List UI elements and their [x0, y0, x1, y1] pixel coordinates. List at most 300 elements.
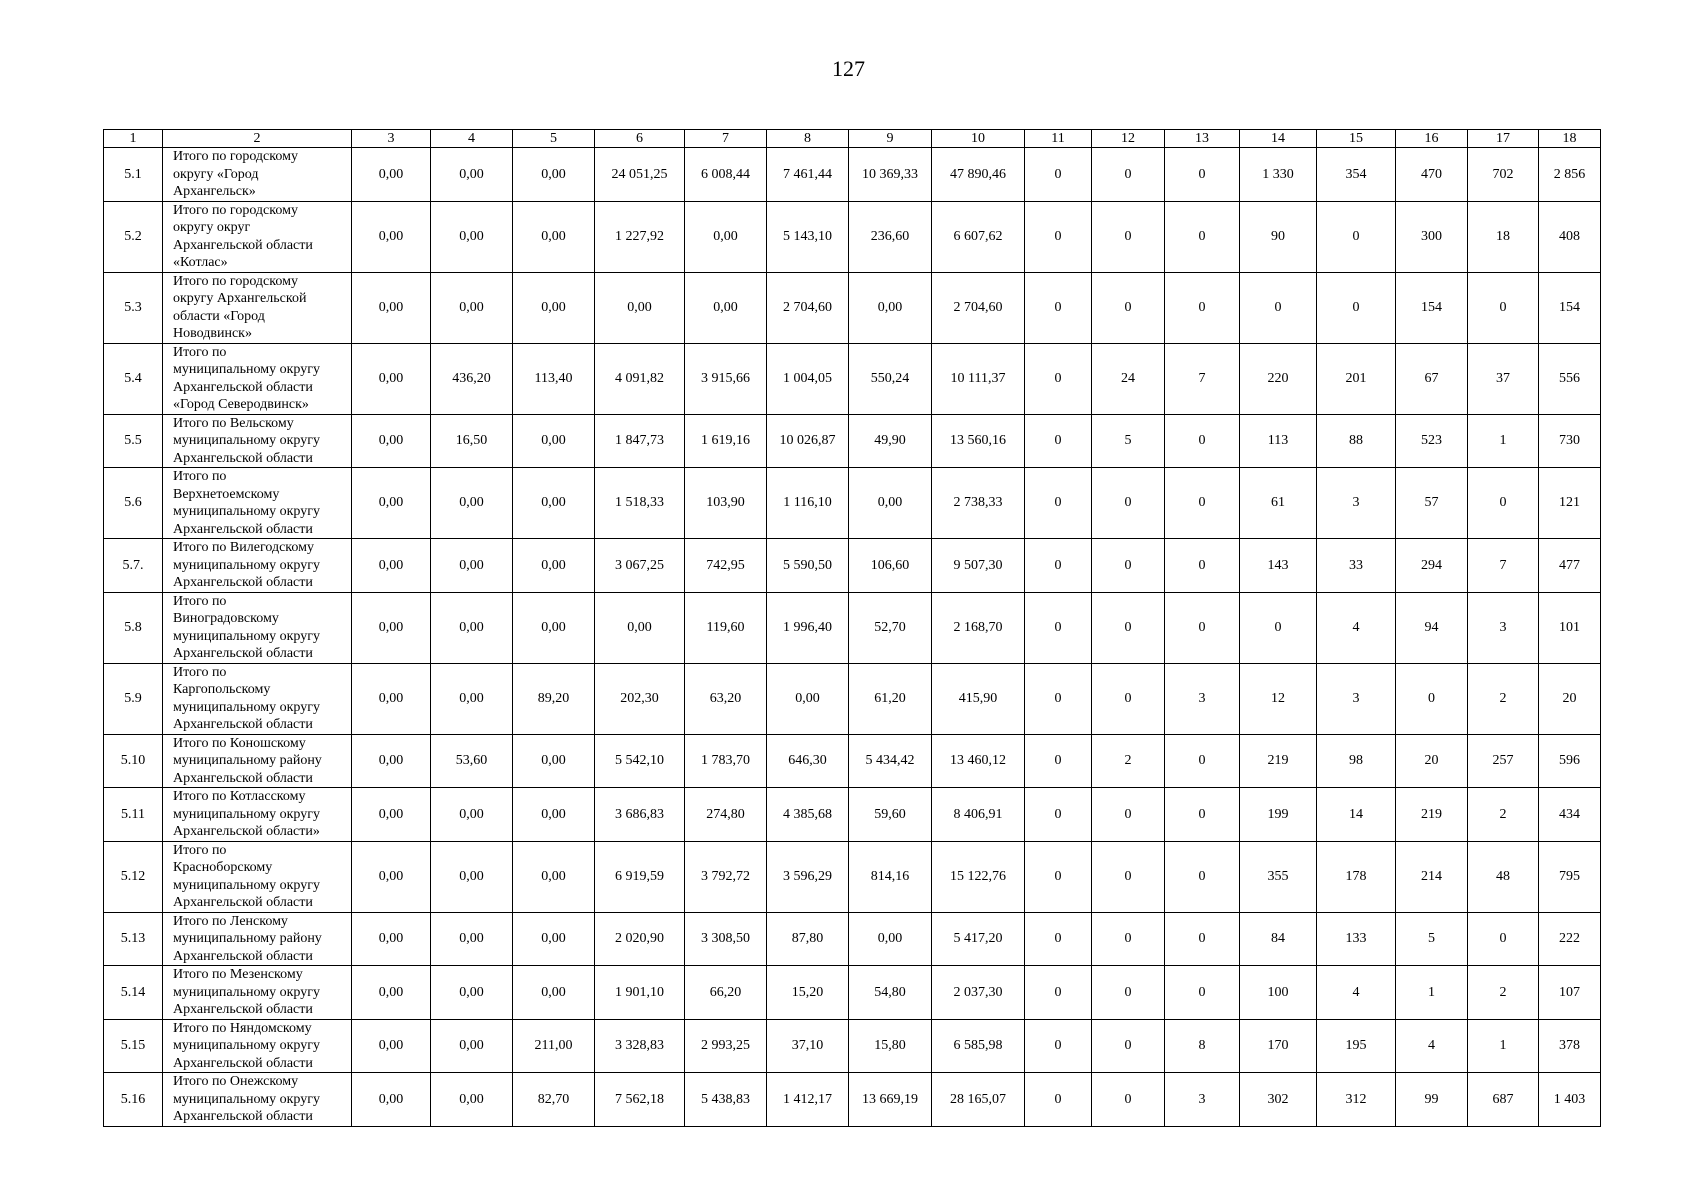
cell-value: 13 460,12 [932, 734, 1025, 788]
cell-value: 0 [1165, 201, 1240, 272]
cell-value: 0 [1092, 201, 1165, 272]
row-name-line: муниципальному району [173, 931, 322, 946]
cell-value: 101 [1539, 592, 1601, 663]
cell-value: 0 [1165, 414, 1240, 468]
cell-value: 702 [1468, 148, 1539, 202]
row-name-line: Верхнетоемскому [173, 486, 280, 502]
row-name [163, 414, 352, 468]
cell-value: 0 [1240, 272, 1317, 343]
cell-value: 107 [1539, 966, 1601, 1020]
column-header: 15 [1317, 130, 1396, 148]
cell-value: 0,00 [513, 272, 595, 343]
row-name-line: Итого по [173, 344, 227, 360]
row-number: 5.11 [104, 788, 163, 842]
table-row [104, 966, 1601, 1020]
cell-value: 0 [1468, 912, 1539, 966]
row-number: 5.9 [104, 663, 163, 734]
table-row [104, 343, 1601, 414]
cell-value: 0 [1396, 663, 1468, 734]
cell-value: 687 [1468, 1073, 1539, 1127]
table-row [104, 414, 1601, 468]
cell-value: 106,60 [849, 539, 932, 593]
cell-value: 1 901,10 [595, 966, 685, 1020]
cell-value: 33 [1317, 539, 1396, 593]
column-header: 13 [1165, 130, 1240, 148]
cell-value: 0,00 [685, 201, 767, 272]
row-name-line: Итого по Онежскому [173, 1074, 299, 1089]
row-name [163, 1019, 352, 1073]
cell-value: 100 [1240, 966, 1317, 1020]
cell-value: 236,60 [849, 201, 932, 272]
row-name [163, 592, 352, 663]
cell-value: 0,00 [431, 841, 513, 912]
table-row [104, 468, 1601, 539]
cell-value: 294 [1396, 539, 1468, 593]
cell-value: 94 [1396, 592, 1468, 663]
cell-value: 113,40 [513, 343, 595, 414]
column-header: 7 [685, 130, 767, 148]
cell-value: 0,00 [513, 201, 595, 272]
cell-value: 0,00 [513, 841, 595, 912]
cell-value: 6 919,59 [595, 841, 685, 912]
cell-value: 3 792,72 [685, 841, 767, 912]
row-name-line: муниципальному округу [173, 504, 320, 519]
cell-value: 556 [1539, 343, 1601, 414]
table-row [104, 201, 1601, 272]
row-name-line: Виноградовскому [173, 611, 279, 626]
row-name-line: Итого по [173, 469, 227, 484]
cell-value: 0,00 [352, 734, 431, 788]
cell-value: 0,00 [685, 272, 767, 343]
cell-value: 6 008,44 [685, 148, 767, 202]
table-row [104, 1019, 1601, 1073]
cell-value: 202,30 [595, 663, 685, 734]
cell-value: 7 562,18 [595, 1073, 685, 1127]
cell-value: 178 [1317, 841, 1396, 912]
cell-value: 0,00 [513, 788, 595, 842]
row-number: 5.10 [104, 734, 163, 788]
cell-value: 2 [1468, 663, 1539, 734]
row-name-line: Архангельской области [173, 237, 313, 253]
cell-value: 0 [1025, 201, 1092, 272]
row-name-line: округу «Город [173, 166, 259, 182]
cell-value: 154 [1539, 272, 1601, 343]
cell-value: 0 [1240, 592, 1317, 663]
cell-value: 214 [1396, 841, 1468, 912]
cell-value: 0,00 [352, 912, 431, 966]
cell-value: 0 [1092, 912, 1165, 966]
row-name-line: муниципальному округу [173, 806, 320, 822]
cell-value: 15,80 [849, 1019, 932, 1073]
cell-value: 4 091,82 [595, 343, 685, 414]
cell-value: 0,00 [431, 148, 513, 202]
cell-value: 434 [1539, 788, 1601, 842]
cell-value: 2 704,60 [767, 272, 849, 343]
cell-value: 0,00 [431, 1073, 513, 1127]
cell-value: 0 [1025, 912, 1092, 966]
row-name-line: Итого по Мезенскому [173, 967, 303, 982]
row-name [163, 468, 352, 539]
row-number: 5.2 [104, 201, 163, 272]
cell-value: 2 [1092, 734, 1165, 788]
cell-value: 3 686,83 [595, 788, 685, 842]
cell-value: 0,00 [849, 912, 932, 966]
cell-value: 3 596,29 [767, 841, 849, 912]
cell-value: 0,00 [595, 272, 685, 343]
cell-value: 0 [1165, 592, 1240, 663]
cell-value: 0,00 [431, 912, 513, 966]
row-number: 5.15 [104, 1019, 163, 1073]
row-name [163, 201, 352, 272]
cell-value: 2 856 [1539, 148, 1601, 202]
cell-value: 13 669,19 [849, 1073, 932, 1127]
cell-value: 57 [1396, 468, 1468, 539]
cell-value: 0 [1092, 272, 1165, 343]
cell-value: 2 037,30 [932, 966, 1025, 1020]
cell-value: 0 [1165, 734, 1240, 788]
row-number: 5.12 [104, 841, 163, 912]
cell-value: 1 004,05 [767, 343, 849, 414]
cell-value: 0,00 [513, 468, 595, 539]
cell-value: 5 590,50 [767, 539, 849, 593]
row-number: 5.4 [104, 343, 163, 414]
row-name-line: Итого по [173, 593, 227, 609]
cell-value: 3 915,66 [685, 343, 767, 414]
column-header: 1 [104, 130, 163, 148]
row-number: 5.13 [104, 912, 163, 966]
cell-value: 61 [1240, 468, 1317, 539]
row-name-line: «Котлас» [173, 255, 228, 270]
cell-value: 0,00 [352, 201, 431, 272]
cell-value: 222 [1539, 912, 1601, 966]
row-name [163, 966, 352, 1020]
table-row [104, 1073, 1601, 1127]
cell-value: 10 369,33 [849, 148, 932, 202]
row-name-line: муниципальному округу [173, 362, 320, 377]
cell-value: 302 [1240, 1073, 1317, 1127]
cell-value: 199 [1240, 788, 1317, 842]
cell-value: 0,00 [352, 148, 431, 202]
row-number: 5.7. [104, 539, 163, 593]
cell-value: 24 [1092, 343, 1165, 414]
cell-value: 3 328,83 [595, 1019, 685, 1073]
cell-value: 103,90 [685, 468, 767, 539]
table-row [104, 912, 1601, 966]
cell-value: 18 [1468, 201, 1539, 272]
row-name-line: Архангельской области [173, 1109, 313, 1124]
cell-value: 0 [1025, 414, 1092, 468]
cell-value: 0 [1092, 148, 1165, 202]
row-name [163, 788, 352, 842]
cell-value: 0,00 [352, 272, 431, 343]
row-name-line: Каргопольскому [173, 682, 271, 697]
cell-value: 0 [1092, 1073, 1165, 1127]
row-name-line: муниципальному округу [173, 699, 320, 715]
row-name-line: муниципальному району [173, 753, 322, 768]
cell-value: 4 [1396, 1019, 1468, 1073]
cell-value: 154 [1396, 272, 1468, 343]
cell-value: 88 [1317, 414, 1396, 468]
cell-value: 1 227,92 [595, 201, 685, 272]
cell-value: 274,80 [685, 788, 767, 842]
cell-value: 20 [1539, 663, 1601, 734]
row-name-line: Архангельской области [173, 450, 313, 466]
cell-value: 0 [1468, 468, 1539, 539]
row-name-line: Итого по городскому [173, 202, 298, 218]
row-name-line: муниципальному округу [173, 1091, 320, 1107]
cell-value: 0,00 [352, 966, 431, 1020]
column-header: 8 [767, 130, 849, 148]
cell-value: 3 [1165, 1073, 1240, 1127]
cell-value: 54,80 [849, 966, 932, 1020]
row-name-line: Итого по Вилегодскому [173, 540, 314, 555]
cell-value: 0 [1025, 468, 1092, 539]
cell-value: 0 [1165, 539, 1240, 593]
cell-value: 3 308,50 [685, 912, 767, 966]
cell-value: 1 403 [1539, 1073, 1601, 1127]
cell-value: 1 [1468, 1019, 1539, 1073]
data-table [103, 129, 1601, 1127]
column-header: 6 [595, 130, 685, 148]
cell-value: 814,16 [849, 841, 932, 912]
row-name-line: Архангельской области [173, 379, 313, 395]
row-number: 5.1 [104, 148, 163, 202]
cell-value: 0 [1092, 841, 1165, 912]
cell-value: 133 [1317, 912, 1396, 966]
cell-value: 477 [1539, 539, 1601, 593]
cell-value: 0 [1025, 592, 1092, 663]
cell-value: 0,00 [595, 592, 685, 663]
cell-value: 0,00 [352, 468, 431, 539]
cell-value: 5 [1092, 414, 1165, 468]
cell-value: 66,20 [685, 966, 767, 1020]
row-name-line: Новодвинск» [173, 326, 252, 341]
row-name-line: муниципальному округу [173, 877, 320, 893]
cell-value: 9 507,30 [932, 539, 1025, 593]
cell-value: 24 051,25 [595, 148, 685, 202]
cell-value: 0 [1468, 272, 1539, 343]
row-name [163, 663, 352, 734]
cell-value: 0 [1165, 912, 1240, 966]
cell-value: 0 [1025, 966, 1092, 1020]
row-name-line: Архангельской области [173, 1002, 313, 1017]
row-number: 5.8 [104, 592, 163, 663]
table-row [104, 734, 1601, 788]
row-name [163, 912, 352, 966]
row-name-line: Архангельской области [173, 717, 313, 732]
cell-value: 0 [1317, 272, 1396, 343]
cell-value: 195 [1317, 1019, 1396, 1073]
cell-value: 0 [1092, 966, 1165, 1020]
cell-value: 0,00 [352, 1073, 431, 1127]
cell-value: 119,60 [685, 592, 767, 663]
cell-value: 4 385,68 [767, 788, 849, 842]
cell-value: 12 [1240, 663, 1317, 734]
cell-value: 219 [1240, 734, 1317, 788]
row-name-line: муниципальному округу [173, 1038, 320, 1053]
cell-value: 0,00 [431, 592, 513, 663]
cell-value: 646,30 [767, 734, 849, 788]
cell-value: 7 461,44 [767, 148, 849, 202]
cell-value: 48 [1468, 841, 1539, 912]
cell-value: 0 [1165, 788, 1240, 842]
table-body [104, 148, 1601, 1127]
row-name-line: Итого по Вельскому [173, 415, 294, 431]
cell-value: 0,00 [431, 272, 513, 343]
cell-value: 59,60 [849, 788, 932, 842]
cell-value: 1 847,73 [595, 414, 685, 468]
cell-value: 13 560,16 [932, 414, 1025, 468]
cell-value: 37,10 [767, 1019, 849, 1073]
cell-value: 354 [1317, 148, 1396, 202]
cell-value: 2 168,70 [932, 592, 1025, 663]
cell-value: 523 [1396, 414, 1468, 468]
column-header: 9 [849, 130, 932, 148]
row-name-line: Архангельск» [173, 184, 256, 199]
cell-value: 0 [1092, 468, 1165, 539]
cell-value: 0,00 [513, 734, 595, 788]
cell-value: 14 [1317, 788, 1396, 842]
cell-value: 0 [1092, 663, 1165, 734]
cell-value: 0 [1165, 272, 1240, 343]
cell-value: 8 406,91 [932, 788, 1025, 842]
cell-value: 1 412,17 [767, 1073, 849, 1127]
row-number: 5.6 [104, 468, 163, 539]
cell-value: 82,70 [513, 1073, 595, 1127]
cell-value: 0,00 [352, 1019, 431, 1073]
cell-value: 795 [1539, 841, 1601, 912]
cell-value: 0 [1165, 841, 1240, 912]
row-name-line: муниципальному округу [173, 433, 320, 448]
cell-value: 5 [1396, 912, 1468, 966]
column-header: 10 [932, 130, 1025, 148]
cell-value: 2 [1468, 788, 1539, 842]
cell-value: 0,00 [352, 663, 431, 734]
cell-value: 0,00 [431, 966, 513, 1020]
cell-value: 1 116,10 [767, 468, 849, 539]
row-name-line: Итого по Няндомскому [173, 1020, 312, 1036]
cell-value: 0 [1092, 788, 1165, 842]
column-header: 16 [1396, 130, 1468, 148]
cell-value: 143 [1240, 539, 1317, 593]
cell-value: 312 [1317, 1073, 1396, 1127]
cell-value: 53,60 [431, 734, 513, 788]
row-number: 5.5 [104, 414, 163, 468]
cell-value: 0 [1025, 663, 1092, 734]
row-name-line: Архангельской области [173, 521, 313, 537]
cell-value: 1 [1396, 966, 1468, 1020]
cell-value: 0,00 [352, 841, 431, 912]
cell-value: 2 993,25 [685, 1019, 767, 1073]
cell-value: 5 542,10 [595, 734, 685, 788]
cell-value: 0 [1092, 592, 1165, 663]
cell-value: 7 [1468, 539, 1539, 593]
row-name [163, 539, 352, 593]
row-name-line: Архангельской области [173, 646, 313, 661]
table-row [104, 841, 1601, 912]
cell-value: 0,00 [513, 414, 595, 468]
row-name [163, 734, 352, 788]
cell-value: 378 [1539, 1019, 1601, 1073]
row-name-line: Красноборскому [173, 860, 273, 875]
cell-value: 98 [1317, 734, 1396, 788]
cell-value: 4 [1317, 592, 1396, 663]
cell-value: 0 [1317, 201, 1396, 272]
cell-value: 84 [1240, 912, 1317, 966]
cell-value: 0,00 [431, 539, 513, 593]
cell-value: 220 [1240, 343, 1317, 414]
cell-value: 5 438,83 [685, 1073, 767, 1127]
cell-value: 3 [1165, 663, 1240, 734]
column-header: 18 [1539, 130, 1601, 148]
cell-value: 0 [1025, 148, 1092, 202]
cell-value: 201 [1317, 343, 1396, 414]
row-name-line: муниципальному округу [173, 628, 320, 644]
cell-value: 436,20 [431, 343, 513, 414]
cell-value: 0,00 [849, 272, 932, 343]
cell-value: 0,00 [513, 148, 595, 202]
cell-value: 170 [1240, 1019, 1317, 1073]
cell-value: 6 585,98 [932, 1019, 1025, 1073]
column-header: 11 [1025, 130, 1092, 148]
row-name-line: области «Город [173, 308, 265, 324]
cell-value: 0 [1025, 788, 1092, 842]
cell-value: 3 067,25 [595, 539, 685, 593]
row-name-line: Архангельской области [173, 1055, 313, 1071]
cell-value: 2 020,90 [595, 912, 685, 966]
cell-value: 7 [1165, 343, 1240, 414]
cell-value: 0,00 [431, 201, 513, 272]
cell-value: 0 [1165, 148, 1240, 202]
cell-value: 0 [1025, 343, 1092, 414]
cell-value: 1 783,70 [685, 734, 767, 788]
cell-value: 2 [1468, 966, 1539, 1020]
cell-value: 470 [1396, 148, 1468, 202]
cell-value: 730 [1539, 414, 1601, 468]
row-name-line: Архангельской области [173, 895, 313, 910]
cell-value: 742,95 [685, 539, 767, 593]
cell-value: 0,00 [513, 912, 595, 966]
table-row [104, 272, 1601, 343]
row-number: 5.16 [104, 1073, 163, 1127]
cell-value: 0,00 [352, 343, 431, 414]
cell-value: 87,80 [767, 912, 849, 966]
cell-value: 300 [1396, 201, 1468, 272]
row-name-line: «Город Северодвинск» [173, 397, 309, 412]
column-header: 4 [431, 130, 513, 148]
row-name [163, 272, 352, 343]
cell-value: 89,20 [513, 663, 595, 734]
cell-value: 0 [1025, 734, 1092, 788]
cell-value: 2 738,33 [932, 468, 1025, 539]
cell-value: 355 [1240, 841, 1317, 912]
cell-value: 2 704,60 [932, 272, 1025, 343]
cell-value: 0,00 [352, 788, 431, 842]
column-header: 14 [1240, 130, 1317, 148]
cell-value: 3 [1317, 663, 1396, 734]
row-name-line: Итого по [173, 664, 227, 680]
cell-value: 16,50 [431, 414, 513, 468]
row-name-line: Архангельской области [173, 948, 313, 964]
cell-value: 219 [1396, 788, 1468, 842]
column-header: 2 [163, 130, 352, 148]
cell-value: 0,00 [513, 539, 595, 593]
header-row [104, 130, 1601, 148]
column-header: 12 [1092, 130, 1165, 148]
row-name-line: Итого по Ленскому [173, 913, 288, 929]
row-name [163, 1073, 352, 1127]
cell-value: 47 890,46 [932, 148, 1025, 202]
